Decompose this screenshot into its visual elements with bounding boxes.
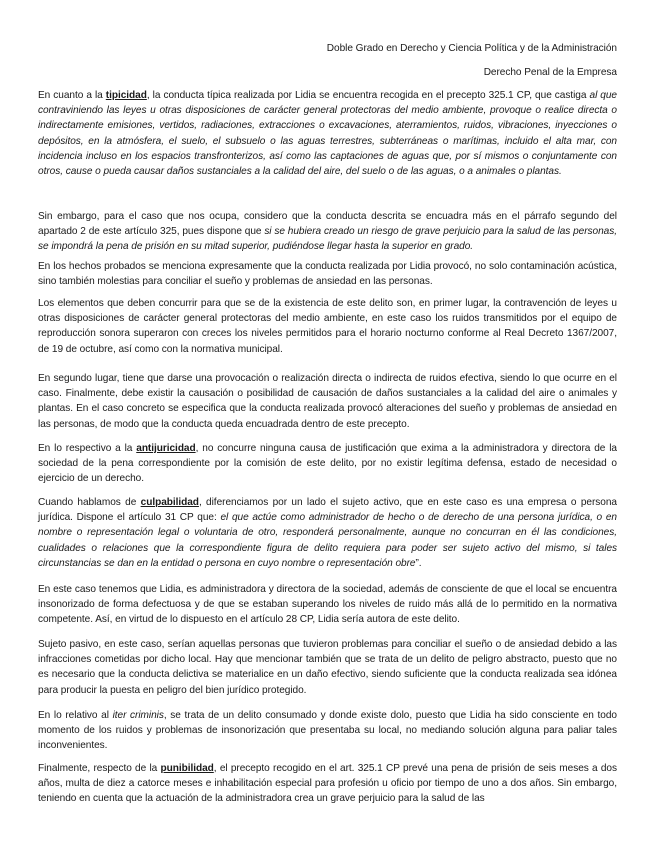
paragraph-sujeto-pasivo: Sujeto pasivo, en este caso, serían aquellas personas que tuvieron problemas para conciliar el sueño o de ansiedad debido a las infracciones cometidas por dicho local. Hay que mencionar también que se trata de un delito de peligro abstracto, puesto que no es necesario que la conducta delictiva se materialice en un daño efectivo, siendo suficiente que la conducta realizada sea idónea para producir la puesta en peligro del bien jurídico protegido. <box>38 639 617 696</box>
term-culpabilidad: culpabilidad <box>140 497 199 508</box>
quote-art-325-1: al que contraviniendo las leyes u otras disposiciones de carácter general protectoras del medio ambiente, provoque o realice directa o indirectamente emisiones, vertidos, radiaciones, extracciones o excavaciones, aterramientos, ruidos, vibraciones, inyecciones o depósitos, en la atmósfera, el suelo, el subsuelo o las aguas terrestres, subterráneas o marítimas, incluido el alta mar, con incidencia incluso en los espacios transfronterizos, así como las captaciones de aguas que, por sí mismos o conjuntamente con otros, cause o pueda causar daños sustanciales a la calidad del aire, del suelo o de las aguas, o a animales o plantas. <box>38 90 618 178</box>
paragraph-elementos: Los elementos que deben concurrir para que se de la existencia de este delito son, en primer lugar, la contravención de leyes u otras disposiciones de carácter general protectoras del medio ambiente, en este caso los ruidos transmitidos por el equipo de reproducción sonora superaron con creces los niveles permitidos para el horario nocturno conforme al Real Decreto 1367/2007, de 19 de octubre, así como con la normativa municipal. <box>38 298 617 355</box>
quote-art-31: el que actúe como administrador de hecho o de derecho de una persona jurídica, o en nombre o representación legal o voluntaria de otro, responderá personalmente, aunque no concurran en él las condiciones, cualidades o relaciones que la correspondiente figura de delito requiera para poder ser sujeto activo del mismo, si tales circunstancias se dan en la entidad o persona en cuyo nombre o representación obre <box>38 512 617 569</box>
paragraph-iter-criminis: En lo relativo al iter criminis, se trata de un delito consumado y donde existe dolo, puesto que Lidia ha sido consciente en todo momento de los ruidos y problemas de insonorización que presentaba su local, no mediando solución alguna para paliar tales inconvenientes. <box>38 710 617 752</box>
term-iter-criminis: iter criminis <box>112 710 164 721</box>
paragraph-antijuricidad: En lo respectivo a la antijuricidad, no concurre ninguna causa de justificación que exima a la administradora y directora de la sociedad de la pena correspondiente por la comisión de este delito, por no existir legítima defensa, estado de necesidad o ejercicio de un derecho. <box>38 443 617 485</box>
paragraph-segundo-lugar: En segundo lugar, tiene que darse una provocación o realización directa o indirecta de ruidos efectiva, siendo lo que ocurre en el caso. Finalmente, debe existir la causación o posibilidad de causación de daños sustanciales a la calidad del aire o animales y plantas. En el caso concreto se especifica que la conducta realizada provocó alteraciones del sueño y problemas de ansiedad en las personas, de modo que la conducta queda encuadrada dentro de este precepto. <box>38 373 617 430</box>
paragraph-punibilidad: Finalmente, respecto de la punibilidad, el precepto recogido en el art. 325.1 CP prevé una pena de prisión de seis meses a dos años, multa de diez a catorce meses e inhabilitación especial para profesión u oficio por tiempo de uno a dos años. Sin embargo, teniendo en cuenta que la actuación de la administradora crea un grave perjuicio para la salud de las <box>38 763 617 805</box>
paragraph-tipicidad: En cuanto a la tipicidad, la conducta típica realizada por Lidia se encuentra recogida en el precepto 325.1 CP, que castiga al que contraviniendo las leyes u otras disposiciones de carácter general protectoras del medio ambiente, provoque o realice directa o indirectamente emisiones, vertidos, radiaciones, extracciones o excavaciones, aterramientos, ruidos, vibraciones, inyecciones o depósitos, en la atmósfera, el suelo, el subsuelo o las aguas terrestres, subterráneas o marítimas, incluido el alta mar, con incidencia incluso en los espacios transfronterizos, así como las captaciones de aguas que, por sí mismos o conjuntamente con otros, cause o pueda causar daños sustanciales a la calidad del aire, del suelo o de las aguas, o a animales o plantas. <box>38 90 618 178</box>
paragraph-culpabilidad: Cuando hablamos de culpabilidad, diferenciamos por un lado el sujeto activo, que en este caso es una empresa o persona jurídica. Dispone el artículo 31 CP que: el que actúe como administrador de hecho o de derecho de una persona jurídica, o en nombre o representación legal o voluntaria de otro, responderá personalmente, aunque no concurran en él las condiciones, cualidades o relaciones que la correspondiente figura de delito requiera para poder ser sujeto activo del mismo, si tales circunstancias se dan en la entidad o persona en cuyo nombre o representación obre”. <box>38 497 617 569</box>
paragraph-autoria: En este caso tenemos que Lidia, es administradora y directora de la sociedad, además de consciente de que el local se encuentra insonorizado de forma defectuosa y de que se estaban superando los niveles de ruido más allá de lo permitido en la normativa competente. Así, en virtud de lo dispuesto en el artículo 28 CP, Lidia sería autora de este delito. <box>38 584 617 626</box>
paragraph-art-325-2: Sin embargo, para el caso que nos ocupa, considero que la conducta descrita se encuadra más en el párrafo segundo del apartado 2 de este artículo 325, pues dispone que si se hubiera creado un riesgo de grave perjuicio para la salud de las personas, se impondrá la pena de prisión en su mitad superior, pudiéndose llegar hasta la superior en grado. <box>38 211 617 253</box>
header-degree: Doble Grado en Derecho y Ciencia Política y de la Administración <box>326 43 617 54</box>
paragraph-hechos-probados: En los hechos probados se menciona expresamente que la conducta realizada por Lidia provocó, no solo contaminación acústica, sino también molestias para conciliar el sueño y problemas de ansiedad en las personas. <box>38 261 617 288</box>
header-subject: Derecho Penal de la Empresa <box>483 67 617 78</box>
quote-art-325-2: si se hubiera creado un riesgo de grave perjuicio para la salud de las personas, se impondrá la pena de prisión en su mitad superior, pudiéndose llegar hasta la superior en grado. <box>38 226 617 253</box>
term-punibilidad: punibilidad <box>160 763 214 774</box>
term-antijuricidad: antijuricidad <box>136 443 196 454</box>
term-tipicidad: tipicidad <box>105 90 147 101</box>
